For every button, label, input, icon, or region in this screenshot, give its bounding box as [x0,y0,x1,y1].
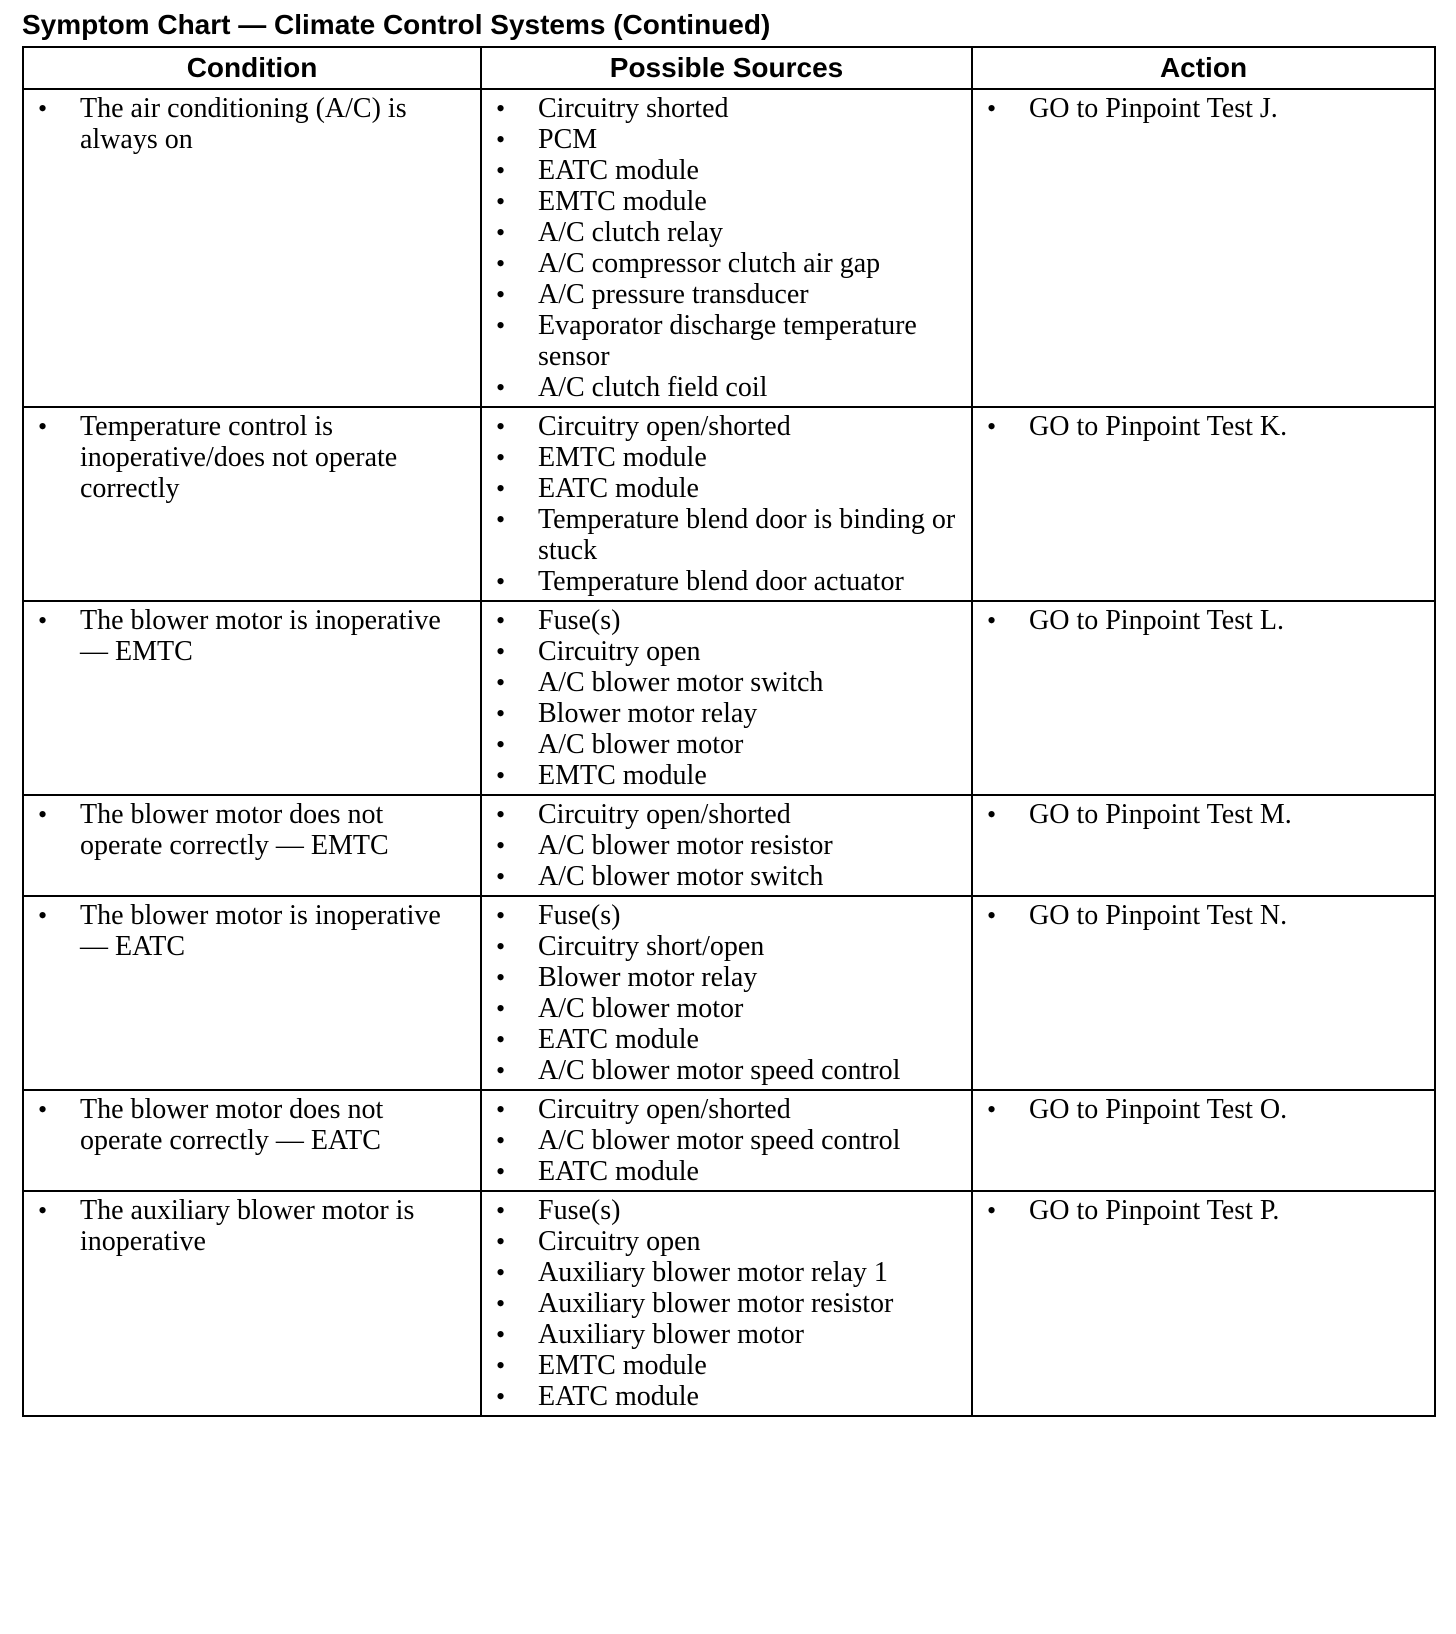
action-text: • GO to Pinpoint Test L. [973,605,1434,636]
possible-source-item: • A/C blower motor resistor [482,830,971,861]
action-list [973,1195,1434,1226]
possible-sources-list [482,605,971,791]
header-row [23,47,1435,89]
possible-sources-cell [481,1191,972,1416]
possible-sources-list [482,93,971,403]
table-row [23,1191,1435,1416]
possible-source-item: • Blower motor relay [482,698,971,729]
action-text: • GO to Pinpoint Test J. [973,93,1434,124]
condition-cell [23,407,481,601]
condition-cell [23,896,481,1090]
action-list [973,605,1434,636]
possible-source-item: • Circuitry open [482,636,971,667]
possible-source-item: • Fuse(s) [482,1195,971,1226]
possible-sources-list [482,411,971,597]
table-row [23,795,1435,896]
possible-source-item: • EMTC module [482,760,971,791]
action-list [973,93,1434,124]
possible-source-item: • Auxiliary blower motor resistor [482,1288,971,1319]
possible-source-item: • A/C blower motor switch [482,667,971,698]
possible-source-item: • Auxiliary blower motor [482,1319,971,1350]
possible-source-item: • A/C pressure transducer [482,279,971,310]
possible-source-item: • Circuitry open [482,1226,971,1257]
table-row [23,896,1435,1090]
condition-list [24,411,480,504]
possible-source-item: • EMTC module [482,442,971,473]
action-cell [972,601,1435,795]
action-list [973,411,1434,442]
table-row [23,407,1435,601]
possible-source-item: • EATC module [482,473,971,504]
condition-cell [23,795,481,896]
condition-text: • The blower motor is inoperative — EATC [24,900,480,962]
possible-source-item: • Temperature blend door actuator [482,566,971,597]
possible-sources-cell [481,795,972,896]
possible-source-item: • Circuitry open/shorted [482,411,971,442]
condition-text: • Temperature control is inoperative/does not operate correctly [24,411,480,504]
action-text: • GO to Pinpoint Test K. [973,411,1434,442]
action-text: • GO to Pinpoint Test P. [973,1195,1434,1226]
condition-list [24,1195,480,1257]
condition-text: • The blower motor is inoperative — EMTC [24,605,480,667]
condition-cell [23,1090,481,1191]
possible-source-item: • EMTC module [482,1350,971,1381]
possible-source-item: • EATC module [482,155,971,186]
document-page [22,8,1434,1417]
possible-source-item: • Fuse(s) [482,900,971,931]
action-text: • GO to Pinpoint Test N. [973,900,1434,931]
possible-source-item: • Temperature blend door is binding or stuck [482,504,971,566]
possible-sources-cell [481,896,972,1090]
condition-cell [23,1191,481,1416]
condition-text: • The air conditioning (A/C) is always on [24,93,480,155]
condition-text: • The blower motor does not operate correctly — EATC [24,1094,480,1156]
possible-sources-cell [481,1090,972,1191]
possible-source-item: • A/C blower motor [482,729,971,760]
possible-source-item: • A/C clutch field coil [482,372,971,403]
possible-sources-list [482,1094,971,1187]
condition-list [24,799,480,861]
possible-source-item: • Circuitry shorted [482,93,971,124]
action-cell [972,407,1435,601]
condition-list [24,605,480,667]
action-list [973,900,1434,931]
column-header-condition: Condition [23,47,481,89]
possible-source-item: • A/C compressor clutch air gap [482,248,971,279]
possible-source-item: • Fuse(s) [482,605,971,636]
possible-sources-cell [481,601,972,795]
possible-sources-cell [481,407,972,601]
action-cell [972,89,1435,407]
possible-source-item: • A/C blower motor [482,993,971,1024]
symptom-table [22,46,1436,1417]
possible-source-item: • PCM [482,124,971,155]
action-cell [972,1191,1435,1416]
table-row [23,601,1435,795]
page-title: Symptom Chart — Climate Control Systems (Continued) [22,9,771,40]
action-list [973,1094,1434,1125]
column-header-possible-sources: Possible Sources [481,47,972,89]
possible-sources-cell [481,89,972,407]
table-body [23,89,1435,1416]
possible-source-item: • Auxiliary blower motor relay 1 [482,1257,971,1288]
possible-source-item: • A/C clutch relay [482,217,971,248]
action-text: • GO to Pinpoint Test O. [973,1094,1434,1125]
possible-sources-list [482,799,971,892]
possible-source-item: • Circuitry open/shorted [482,1094,971,1125]
condition-list [24,93,480,155]
condition-text: • The blower motor does not operate correctly — EMTC [24,799,480,861]
condition-cell [23,89,481,407]
possible-sources-list [482,1195,971,1412]
table-row [23,1090,1435,1191]
table-row [23,89,1435,407]
possible-source-item: • Evaporator discharge temperature sensor [482,310,971,372]
possible-source-item: • A/C blower motor speed control [482,1125,971,1156]
column-header-action: Action [972,47,1435,89]
possible-source-item: • Circuitry short/open [482,931,971,962]
action-cell [972,1090,1435,1191]
action-text: • GO to Pinpoint Test M. [973,799,1434,830]
condition-cell [23,601,481,795]
possible-source-item: • A/C blower motor speed control [482,1055,971,1086]
action-list [973,799,1434,830]
action-cell [972,896,1435,1090]
possible-source-item: • EATC module [482,1024,971,1055]
condition-list [24,1094,480,1156]
possible-source-item: • Circuitry open/shorted [482,799,971,830]
possible-source-item: • EMTC module [482,186,971,217]
action-cell [972,795,1435,896]
possible-sources-list [482,900,971,1086]
condition-text: • The auxiliary blower motor is inoperative [24,1195,480,1257]
condition-list [24,900,480,962]
possible-source-item: • Blower motor relay [482,962,971,993]
possible-source-item: • A/C blower motor switch [482,861,971,892]
possible-source-item: • EATC module [482,1156,971,1187]
possible-source-item: • EATC module [482,1381,971,1412]
